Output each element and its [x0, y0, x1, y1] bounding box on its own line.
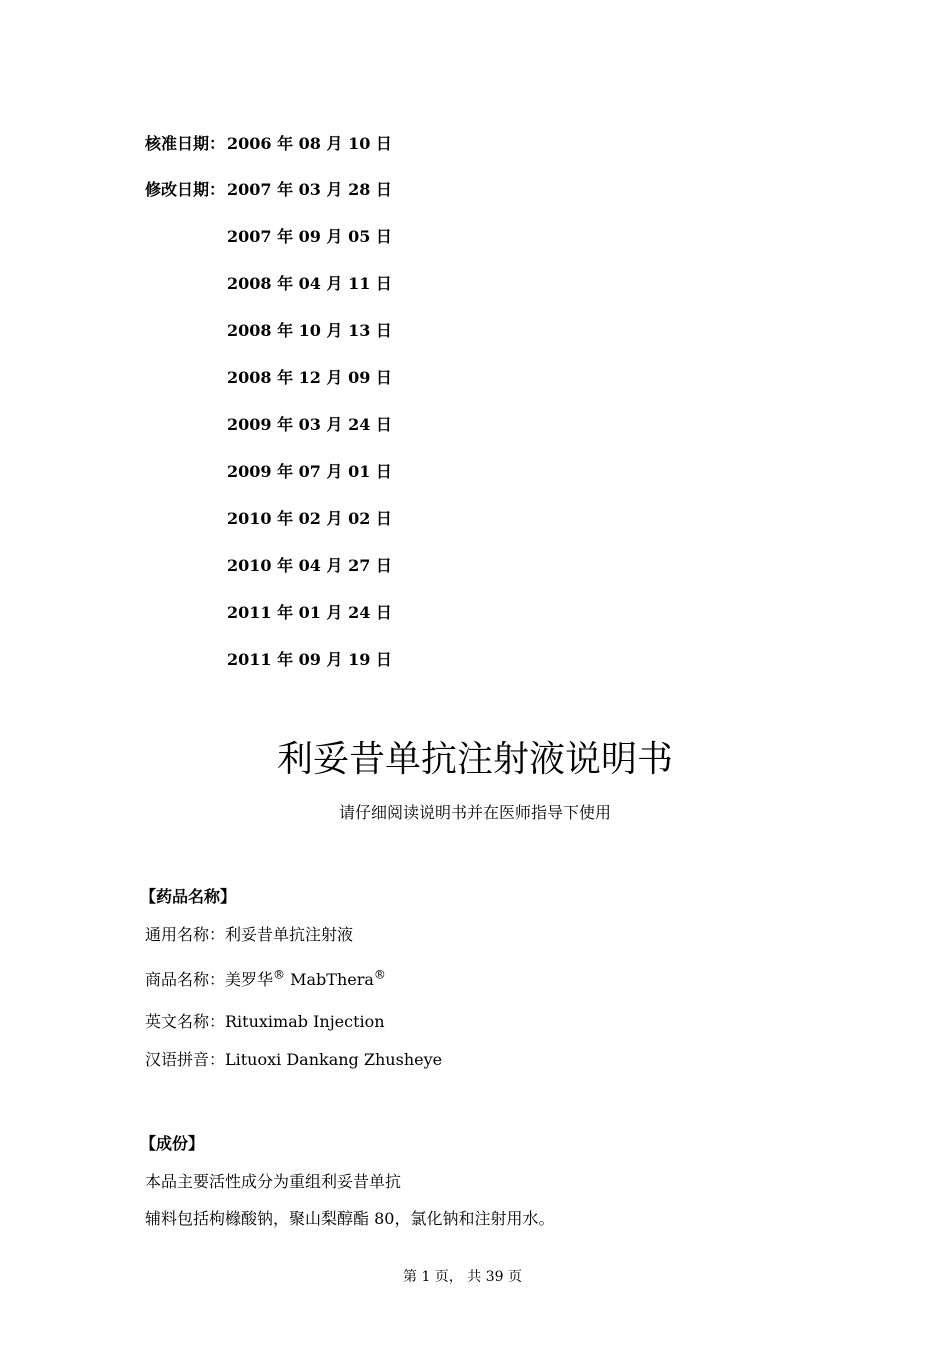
english-name: 英文名称：Rituximab Injection: [145, 1012, 385, 1031]
composition-line: 辅料包括枸橼酸钠，聚山梨醇酯 80，氯化钠和注射用水。: [145, 1209, 555, 1228]
composition-heading: 【成份】: [140, 1134, 205, 1153]
revision-date: 2011 年 09 月 19 日: [227, 650, 392, 669]
revision-date-label: 修改日期：: [145, 180, 226, 199]
revision-date: 2008 年 10 月 13 日: [227, 321, 392, 340]
composition-line: 本品主要活性成分为重组利妥昔单抗: [145, 1172, 402, 1191]
trade-name: [145, 967, 386, 990]
revision-date: 2008 年 04 月 11 日: [227, 274, 392, 293]
revision-date: 2008 年 12 月 09 日: [227, 368, 392, 387]
trade-name-en: MabThera: [285, 970, 374, 989]
generic-name: 通用名称：利妥昔单抗注射液: [145, 925, 354, 944]
revision-date: 2011 年 01 月 24 日: [227, 603, 392, 622]
approval-date-label: 核准日期：: [145, 134, 226, 153]
trade-name-cn: 商品名称：美罗华: [145, 970, 274, 989]
page-footer: 第 1 页， 共 39 页: [403, 1269, 522, 1285]
registered-mark: ®: [373, 967, 386, 982]
registered-mark: ®: [273, 967, 286, 982]
drug-name-heading: 【药品名称】: [140, 887, 237, 906]
revision-date: 2009 年 07 月 01 日: [227, 462, 392, 481]
revision-date: 2007 年 09 月 05 日: [227, 227, 392, 246]
document-subtitle: 请仔细阅读说明书并在医师指导下使用: [338, 803, 611, 822]
pinyin-name: 汉语拼音：Lituoxi Dankang Zhusheye: [145, 1050, 443, 1069]
revision-date: 2010 年 02 月 02 日: [227, 509, 392, 528]
approval-date: 2006 年 08 月 10 日: [227, 134, 392, 153]
document-title: 利妥昔单抗注射液说明书: [276, 739, 673, 780]
revision-date: 2009 年 03 月 24 日: [227, 415, 392, 434]
revision-date: 2007 年 03 月 28 日: [227, 180, 392, 199]
revision-date: 2010 年 04 月 27 日: [227, 556, 392, 575]
